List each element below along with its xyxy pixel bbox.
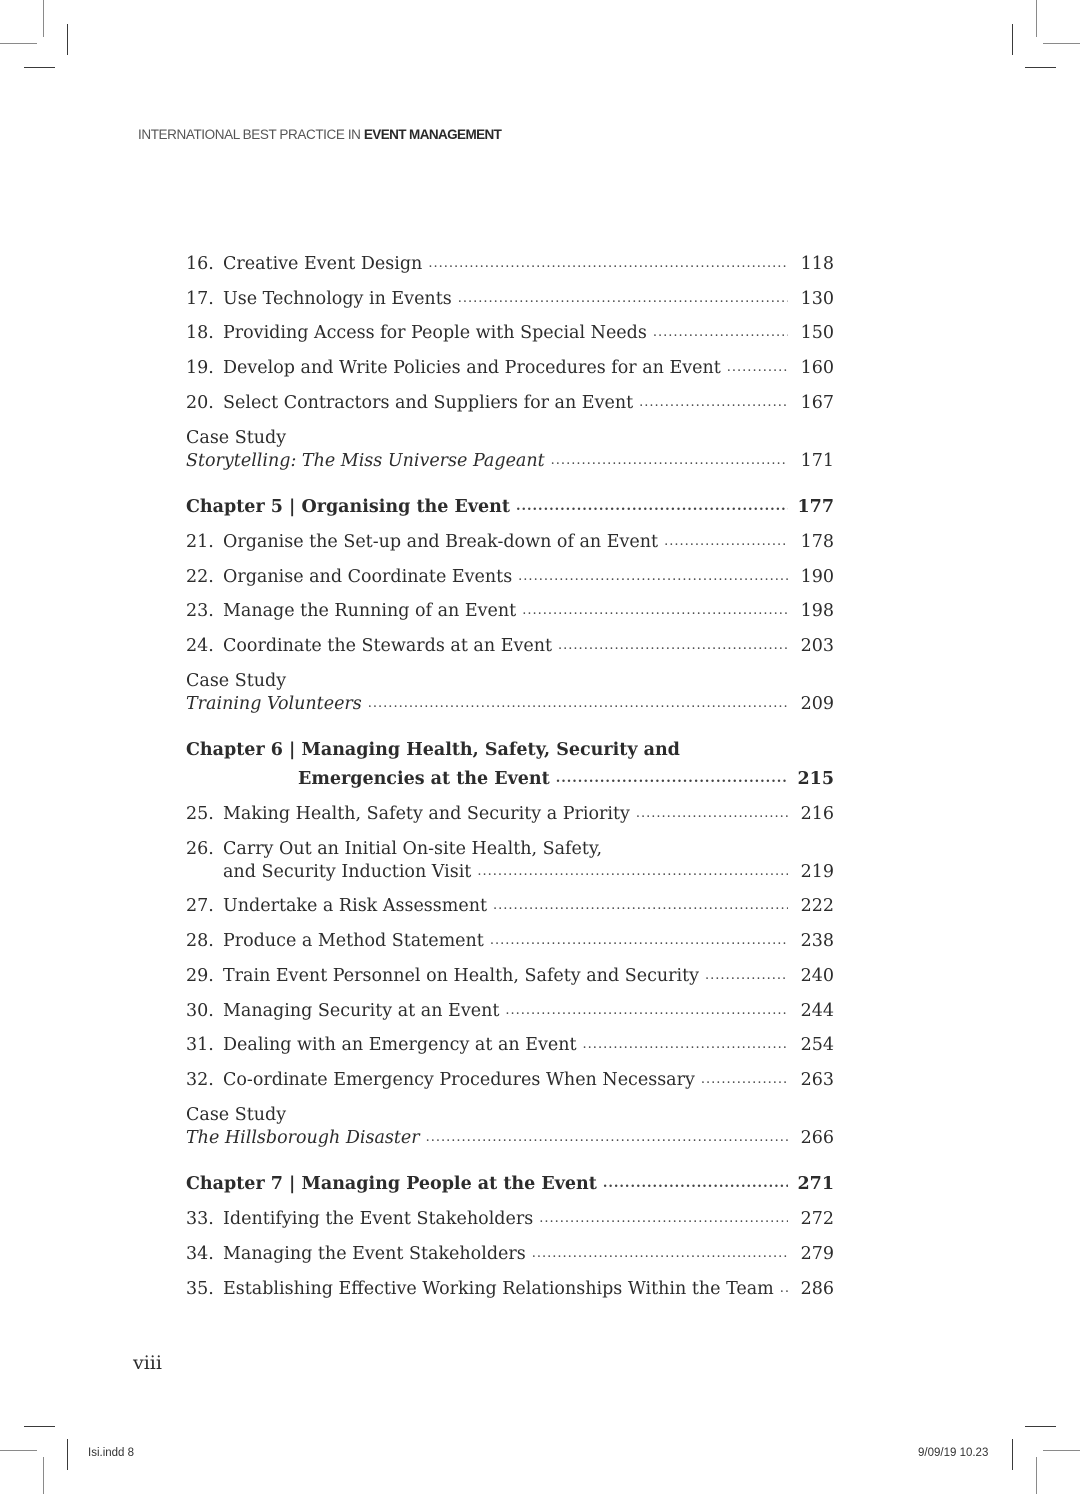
dot-leader <box>558 634 788 658</box>
toc-entry[interactable] <box>186 894 834 918</box>
page-number: viii <box>133 1352 162 1374</box>
crop-mark <box>1025 67 1056 68</box>
case-study-label: Case Study <box>186 428 287 448</box>
entry-page: 160 <box>800 358 834 378</box>
dot-leader <box>701 1068 788 1092</box>
crop-mark <box>24 67 55 68</box>
chapter-title: Chapter 5 | Organising the Event <box>186 497 510 517</box>
toc-entry[interactable] <box>186 356 834 380</box>
entry-page: 203 <box>800 636 834 656</box>
entry-number: 21. <box>186 532 214 552</box>
dot-leader <box>603 1172 788 1196</box>
entry-title: and Security Induction Visit <box>223 862 472 882</box>
entry-number: 29. <box>186 966 214 986</box>
toc-entry[interactable] <box>186 964 834 988</box>
entry-number: 18. <box>186 323 214 343</box>
entry-number: 26. <box>186 839 214 859</box>
entry-page: 198 <box>800 601 834 621</box>
case-study-entry[interactable] <box>186 1126 834 1150</box>
entry-title: Select Contractors and Suppliers for an Event <box>223 393 634 413</box>
entry-title: Use Technology in Events <box>223 289 452 309</box>
entry-title-line1: Carry Out an Initial On-site Health, Safety, <box>223 839 603 859</box>
entry-page: 263 <box>800 1070 834 1090</box>
entry-number: 34. <box>186 1244 214 1264</box>
entry-title: Train Event Personnel on Health, Safety and Security <box>223 966 700 986</box>
entry-page: 244 <box>800 1001 834 1021</box>
dot-leader <box>477 860 788 884</box>
entry-title: Establishing Effective Working Relationships Within the Team <box>223 1279 774 1299</box>
dot-leader <box>426 1126 788 1150</box>
entry-number: 31. <box>186 1035 214 1055</box>
entry-title: Training Volunteers <box>186 694 362 714</box>
dot-leader <box>458 287 788 311</box>
dot-leader <box>636 802 788 826</box>
dot-leader <box>518 565 788 589</box>
entry-title: Managing Security at an Event <box>223 1001 500 1021</box>
entry-page: 167 <box>800 393 834 413</box>
dot-leader <box>516 495 788 519</box>
dot-leader <box>490 929 788 953</box>
entry-number: 19. <box>186 358 214 378</box>
entry-title: Providing Access for People with Special Needs <box>223 323 647 343</box>
entry-title: Produce a Method Statement <box>223 931 484 951</box>
entry-title: Making Health, Safety and Security a Priority <box>223 804 630 824</box>
toc-entry[interactable] <box>186 1277 834 1301</box>
toc-entry[interactable] <box>186 634 834 658</box>
entry-page: 271 <box>797 1174 834 1194</box>
dot-leader <box>522 599 788 623</box>
entry-title: Develop and Write Policies and Procedures for an Event <box>223 358 721 378</box>
entry-page: 238 <box>800 931 834 951</box>
crop-mark <box>67 1439 68 1470</box>
entry-page: 177 <box>797 497 834 517</box>
entry-number: 25. <box>186 804 214 824</box>
dot-leader <box>780 1277 788 1301</box>
entry-page: 254 <box>800 1035 834 1055</box>
dot-leader <box>368 692 788 716</box>
entry-page: 171 <box>800 451 834 471</box>
slug-timestamp: 9/09/19 10.23 <box>918 1447 989 1459</box>
entry-page: 178 <box>800 532 834 552</box>
dot-leader <box>664 530 788 554</box>
entry-number: 17. <box>186 289 214 309</box>
entry-page: 215 <box>797 769 834 789</box>
crop-mark <box>0 43 37 44</box>
entry-page: 279 <box>800 1244 834 1264</box>
toc-entry[interactable] <box>186 929 834 953</box>
dot-leader <box>583 1033 788 1057</box>
entry-title: Managing the Event Stakeholders <box>223 1244 526 1264</box>
crop-mark <box>67 24 68 55</box>
chapter-heading[interactable] <box>186 767 834 791</box>
entry-number: 32. <box>186 1070 214 1090</box>
entry-title: Identifying the Event Stakeholders <box>223 1209 534 1229</box>
crop-mark <box>43 0 44 37</box>
entry-number: 28. <box>186 931 214 951</box>
toc-entry[interactable] <box>186 1068 834 1092</box>
crop-mark <box>1036 1457 1037 1494</box>
toc-entry[interactable] <box>186 321 834 345</box>
entry-page: 272 <box>800 1209 834 1229</box>
chapter-title: Chapter 7 | Managing People at the Event <box>186 1174 597 1194</box>
crop-mark <box>1012 1439 1013 1470</box>
entry-page: 190 <box>800 567 834 587</box>
case-study-entry[interactable] <box>186 692 834 716</box>
crop-mark <box>0 1450 37 1451</box>
entry-title: The Hillsborough Disaster <box>186 1128 420 1148</box>
entry-page: 240 <box>800 966 834 986</box>
entry-title: Storytelling: The Miss Universe Pageant <box>186 451 545 471</box>
case-study-label: Case Study <box>186 1105 287 1125</box>
toc-entry[interactable] <box>186 530 834 554</box>
crop-mark <box>43 1457 44 1494</box>
entry-title: Coordinate the Stewards at an Event <box>223 636 553 656</box>
dot-leader <box>551 449 788 473</box>
entry-page: 130 <box>800 289 834 309</box>
entry-number: 24. <box>186 636 214 656</box>
dot-leader <box>428 252 788 276</box>
entry-page: 286 <box>800 1279 834 1299</box>
toc-entry[interactable] <box>186 565 834 589</box>
case-study-label: Case Study <box>186 671 287 691</box>
entry-title: Co-ordinate Emergency Procedures When Necessary <box>223 1070 695 1090</box>
entry-number: 35. <box>186 1279 214 1299</box>
entry-number: 23. <box>186 601 214 621</box>
entry-page: 266 <box>800 1128 834 1148</box>
entry-title: Dealing with an Emergency at an Event <box>223 1035 577 1055</box>
entry-page: 219 <box>800 862 834 882</box>
case-study-entry[interactable] <box>186 449 834 473</box>
entry-page: 118 <box>800 254 834 274</box>
crop-mark <box>1025 1426 1056 1427</box>
entry-number: 20. <box>186 393 214 413</box>
dot-leader <box>505 999 788 1023</box>
chapter-heading[interactable] <box>186 495 834 519</box>
dot-leader <box>653 321 788 345</box>
dot-leader <box>532 1242 788 1266</box>
entry-page: 209 <box>800 694 834 714</box>
dot-leader <box>705 964 788 988</box>
dot-leader <box>639 391 788 415</box>
toc-entry[interactable] <box>186 999 834 1023</box>
crop-mark <box>1036 0 1037 37</box>
entry-title: Manage the Running of an Event <box>223 601 517 621</box>
entry-number: 27. <box>186 896 214 916</box>
entry-first-line <box>186 837 602 861</box>
entry-number: 16. <box>186 254 214 274</box>
running-head-light: INTERNATIONAL BEST PRACTICE IN <box>138 127 364 142</box>
chapter-title-line1: Chapter 6 | Managing Health, Safety, Security and <box>186 740 680 760</box>
entry-page: 216 <box>800 804 834 824</box>
toc-entry[interactable] <box>186 391 834 415</box>
entry-page: 222 <box>800 896 834 916</box>
toc-entry[interactable] <box>186 1207 834 1231</box>
entry-number: 33. <box>186 1209 214 1229</box>
chapter-title: Emergencies at the Event <box>298 769 550 789</box>
dot-leader <box>493 894 788 918</box>
entry-number: 30. <box>186 1001 214 1021</box>
entry-title: Undertake a Risk Assessment <box>223 896 488 916</box>
running-head-bold: EVENT MANAGEMENT <box>363 127 502 142</box>
entry-page: 150 <box>800 323 834 343</box>
toc-entry[interactable] <box>186 860 834 884</box>
slug-filename: Isi.indd 8 <box>88 1447 135 1459</box>
entry-title: Organise and Coordinate Events <box>223 567 513 587</box>
toc-entry[interactable] <box>186 1242 834 1266</box>
toc-entry[interactable] <box>186 287 834 311</box>
dot-leader <box>539 1207 788 1231</box>
entry-title: Organise the Set-up and Break-down of an Event <box>223 532 659 552</box>
dot-leader <box>727 356 788 380</box>
running-head <box>138 127 501 142</box>
chapter-heading[interactable] <box>186 1172 834 1196</box>
dot-leader <box>556 767 788 791</box>
entry-title: Creative Event Design <box>223 254 423 274</box>
toc-entry[interactable] <box>186 1033 834 1057</box>
entry-number: 22. <box>186 567 214 587</box>
crop-mark <box>1043 43 1080 44</box>
crop-mark <box>24 1426 55 1427</box>
crop-mark <box>1012 24 1013 55</box>
toc-entry[interactable] <box>186 802 834 826</box>
crop-mark <box>1043 1450 1080 1451</box>
toc-entry[interactable] <box>186 599 834 623</box>
toc-entry[interactable] <box>186 252 834 276</box>
